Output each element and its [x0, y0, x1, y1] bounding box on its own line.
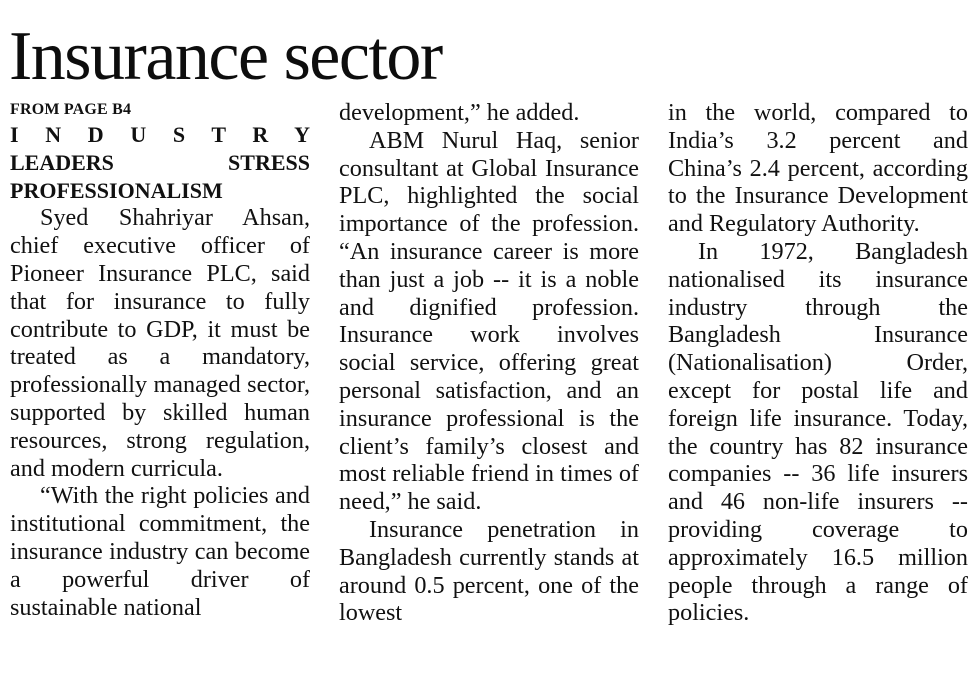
section-subhead	[10, 121, 310, 204]
subhead-line-3: PROFESSIONALISM	[10, 177, 223, 203]
article-column-1	[10, 99, 310, 691]
paragraph-nationalisation: In 1972, Bangladesh nationalised its insurance industry through the Bangladesh Insurance (Nationalisation) Order, except for postal life and foreign life insurance. Today, the country has 82 insurance companies -- 36 life insurers and 46 non-life insurers -- providing coverage to approximately 16.5 million people through a range of policies.	[668, 237, 968, 627]
article-headline: Insurance sector	[9, 18, 442, 95]
article-column-3	[668, 99, 968, 691]
article-column-2	[339, 99, 639, 691]
continuation-kicker: FROM PAGE B4	[10, 101, 132, 118]
paragraph-haq-quote: ABM Nurul Haq, senior consultant at Global Insurance PLC, highlighted the social importance of the profession. “An insurance career is more than just a job -- it is a noble and dignified profession. Insurance work involves social service, offering great personal satisfaction, and an insurance professional is the client’s family’s closest and most reliable friend in times of need,” he said.	[339, 126, 639, 516]
paragraph-penetration-continued: in the world, compared to India’s 3.2 percent and China’s 2.4 percent, according to the Insurance Development and Regulatory Authority.	[668, 99, 968, 238]
paragraph-policies-quote-continued: development,” he added.	[339, 99, 580, 126]
paragraph-policies-quote: “With the right policies and institutional commitment, the insurance industry can become a powerful driver of sustainable national	[10, 482, 310, 621]
subhead-line-2: LEADERS STRESS	[10, 149, 310, 175]
paragraph-penetration: Insurance penetration in Bangladesh currently stands at around 0.5 percent, one of the lowest	[339, 515, 639, 627]
paragraph-ahsan-quote: Syed Shahriyar Ahsan, chief executive officer of Pioneer Insurance PLC, said that for insurance to fully contribute to GDP, it must be treated as a mandatory, professionally managed sector, supported by skilled human resources, strong regulation, and modern curricula.	[10, 204, 310, 482]
subhead-line-1: I N D U S T R Y	[10, 122, 310, 147]
